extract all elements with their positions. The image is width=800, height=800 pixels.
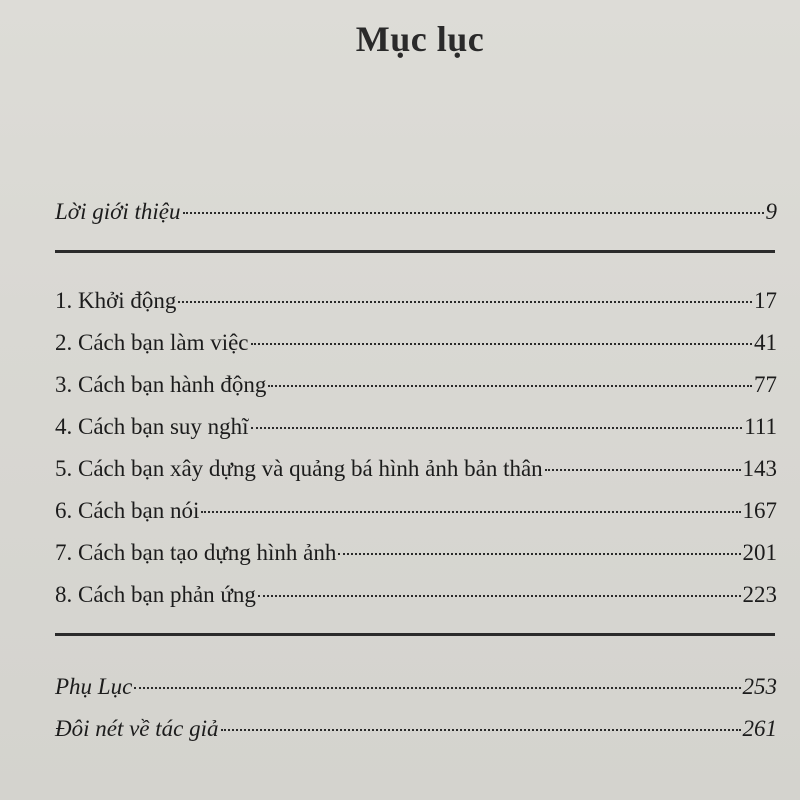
divider-top: [55, 250, 775, 253]
toc-entry-chapter-6: [55, 496, 777, 526]
toc-entry-page: 201: [742, 540, 777, 565]
toc-entry-intro: [55, 197, 777, 227]
toc-entry-label: 8. Cách bạn phản ứng: [55, 582, 256, 607]
toc-entry-label: Lời giới thiệu: [55, 199, 181, 224]
toc-entry-page: 261: [742, 716, 777, 741]
toc-entry-page: 77: [754, 372, 777, 397]
dot-leader: [251, 427, 743, 429]
dot-leader: [178, 301, 752, 303]
toc-entry-label: 3. Cách bạn hành động: [55, 372, 267, 397]
toc-entry-label: Đôi nét về tác giả: [55, 716, 219, 741]
toc-entry-label: Phụ Lục: [55, 674, 133, 699]
toc-entry-label: 2. Cách bạn làm việc: [55, 330, 249, 355]
page-title: Mục lục: [355, 19, 485, 59]
toc-entry-label: 7. Cách bạn tạo dựng hình ảnh: [55, 540, 337, 565]
divider-bottom: [55, 633, 775, 636]
toc-entry-page: 223: [742, 582, 777, 607]
dot-leader: [338, 553, 740, 555]
toc-entry-page: 143: [742, 456, 777, 481]
toc-entry-chapter-5: [55, 454, 777, 484]
dot-leader: [134, 687, 740, 689]
toc-entry-label: 1. Khởi động: [55, 288, 177, 313]
toc-entry-page: 17: [754, 288, 777, 313]
dot-leader: [201, 511, 740, 513]
dot-leader: [258, 595, 741, 597]
toc-entry-page: 111: [744, 414, 777, 439]
toc-entry-label: 5. Cách bạn xây dựng và quảng bá hình ảnh bản thân: [55, 456, 543, 481]
toc-entry-chapter-4: [55, 412, 777, 442]
toc-entry-label: 4. Cách bạn suy nghĩ: [55, 414, 249, 439]
dot-leader: [545, 469, 741, 471]
toc-entry-chapter-8: [55, 580, 777, 610]
toc-entry-chapter-3: [55, 370, 777, 400]
toc-entry-appendix: [55, 672, 777, 702]
dot-leader: [183, 212, 764, 214]
toc-entry-chapter-7: [55, 538, 777, 568]
toc-entry-page: 41: [754, 330, 777, 355]
dot-leader: [268, 385, 752, 387]
toc-entry-page: 253: [742, 674, 777, 699]
toc-entry-page: 9: [765, 199, 777, 224]
toc-entry-chapter-2: [55, 328, 777, 358]
dot-leader: [221, 729, 741, 731]
dot-leader: [251, 343, 752, 345]
toc-entry-about-author: [55, 714, 777, 744]
toc-entry-chapter-1: [55, 286, 777, 316]
toc-entry-page: 167: [742, 498, 777, 523]
toc-entry-label: 6. Cách bạn nói: [55, 498, 200, 523]
